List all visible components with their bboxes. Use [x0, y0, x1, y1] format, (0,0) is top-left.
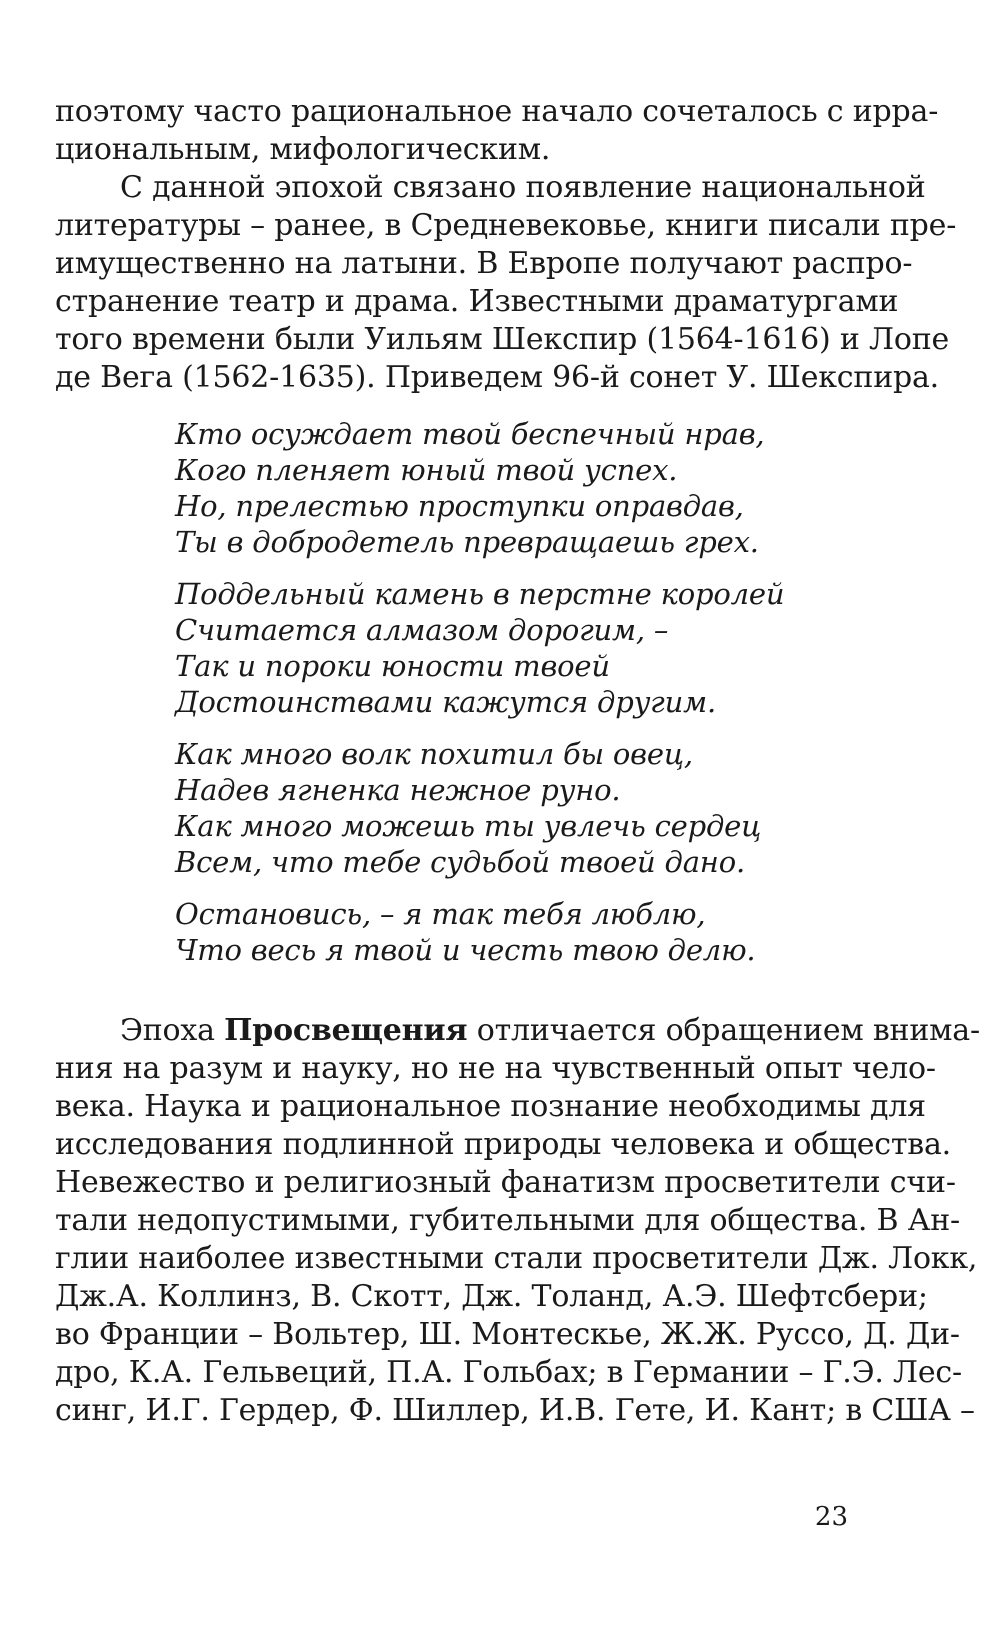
sonnet-line: Ты в добродетель превращаешь грех. [175, 525, 759, 559]
sonnet-line: Поддельный камень в перстне королей [175, 577, 785, 611]
paragraph-line: тали недопустимыми, губительными для общества. В Ан- [55, 1203, 960, 1238]
paragraph-line: дро, К.А. Гельвеций, П.А. Гольбах; в Германии – Г.Э. Лес- [55, 1355, 962, 1390]
paragraph-line: литературы – ранее, в Средневековье, книги писали пре- [55, 208, 957, 243]
bold-term: Просвещения [224, 1013, 468, 1048]
sonnet-line: Достоинствами кажутся другим. [175, 685, 716, 719]
paragraph-line: ния на разум и науку, но не на чувственный опыт чело- [55, 1051, 936, 1086]
paragraph-line: синг, И.Г. Гердер, Ф. Шиллер, И.В. Гете, И. Кант; в США – [55, 1393, 975, 1428]
paragraph-line: того времени были Уильям Шекспир (1564-1616) и Лопе [55, 322, 950, 357]
page-number: 23 [814, 1502, 848, 1532]
sonnet-line: Как много волк похитил бы овец, [175, 737, 693, 771]
paragraph-line: исследования подлинной природы человека и общества. [55, 1127, 952, 1162]
paragraph-line: циональным, мифологическим. [55, 132, 551, 167]
paragraph-line: Дж.А. Коллинз, В. Скотт, Дж. Толанд, А.Э. Шефтсбери; [55, 1279, 928, 1314]
sonnet-line: Надев ягненка нежное руно. [175, 773, 621, 807]
paragraph-line [120, 1012, 980, 1050]
paragraph-line: во Франции – Вольтер, Ш. Монтескье, Ж.Ж. Руссо, Д. Ди- [55, 1317, 960, 1352]
sonnet-line: Остановись, – я так тебя люблю, [175, 897, 706, 931]
sonnet-line: Считается алмазом дорогим, – [175, 613, 669, 647]
paragraph-line: поэтому часто рациональное начало сочеталось с ирра- [55, 94, 939, 129]
paragraph-line: де Вега (1562-1635). Приведем 96-й сонет У. Шекспира. [55, 360, 940, 395]
sonnet-line: Кого пленяет юный твой успех. [175, 453, 678, 487]
paragraph-line: Невежество и религиозный фанатизм просветители счи- [55, 1165, 956, 1200]
sonnet-line: Как много можешь ты увлечь сердец [175, 809, 762, 843]
paragraph-line: века. Наука и рациональное познание необходимы для [55, 1089, 926, 1124]
sonnet-line: Но, прелестью проступки оправдав, [175, 489, 744, 523]
paragraph-line: имущественно на латыни. В Европе получают распро- [55, 246, 913, 281]
paragraph-line: странение театр и драма. Известными драматургами [55, 284, 899, 319]
sonnet-line: Что весь я твой и честь твою делю. [175, 933, 756, 967]
sonnet-line: Всем, что тебе судьбой твоей дано. [175, 845, 745, 879]
paragraph-text: Эпоха [120, 1013, 225, 1048]
sonnet-line: Так и пороки юности твоей [175, 649, 610, 683]
paragraph-text: отличается обращением внима- [467, 1013, 980, 1048]
paragraph-line: глии наиболее известными стали просветители Дж. Локк, [55, 1241, 978, 1276]
paragraph-line: С данной эпохой связано появление национальной [120, 170, 926, 205]
sonnet-line: Кто осуждает твой беспечный нрав, [175, 417, 765, 451]
